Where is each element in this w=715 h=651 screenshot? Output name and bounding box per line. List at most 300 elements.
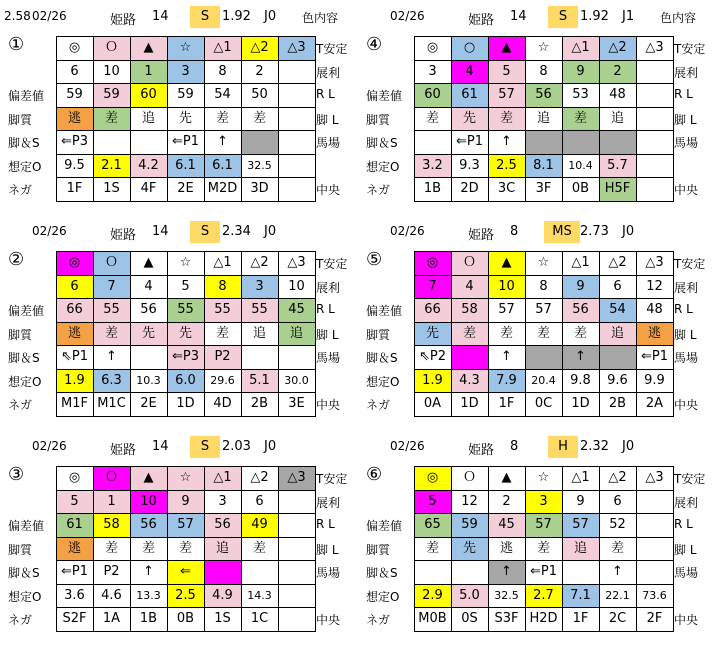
row-label-left: ネガ (366, 398, 391, 412)
grid-cell: 3 (204, 490, 241, 514)
grid-cell: 1F (56, 177, 93, 201)
row-label-right: 脚 L (316, 327, 339, 342)
grid-cell: 3.6 (56, 584, 93, 608)
grid-cell: ◎ (56, 36, 93, 60)
grid-cell: △1 (562, 36, 599, 60)
race-block (362, 436, 714, 651)
grid-cell: ▲ (488, 36, 525, 60)
grid-cell: 6 (599, 490, 636, 514)
row-label-right: T安定 (316, 472, 348, 486)
grid-cell: ⇐P1 (56, 560, 93, 584)
row-label-left: 脚＆S (8, 566, 40, 580)
grid-cell: △3 (636, 36, 673, 60)
grid-cell: ↑ (488, 345, 525, 369)
race-j-value: J0 (264, 439, 277, 454)
row-label-right: 中央 (316, 613, 341, 627)
grid-cell: 4 (451, 275, 488, 299)
row-label-left: 脚質 (8, 327, 33, 342)
grid-cell: 10 (130, 490, 167, 514)
grid-cell: △1 (562, 466, 599, 490)
row-label-left: 想定O (366, 374, 400, 389)
grid-cell: 9.3 (451, 154, 488, 178)
grid-cell: 57 (488, 298, 525, 322)
grid-cell: 2A (636, 392, 673, 416)
grid-cell: △2 (599, 466, 636, 490)
row-label-right: 中央 (674, 183, 699, 197)
grid-cell: 9 (562, 490, 599, 514)
grid-cell: △2 (599, 36, 636, 60)
grid-cell: 57 (488, 83, 525, 107)
grid-cell: 6 (599, 275, 636, 299)
row-label-right: R L (316, 517, 335, 531)
row-label-right: 中央 (316, 398, 341, 412)
grid-cell: 5 (167, 275, 204, 299)
row-label-right: 展利 (674, 65, 699, 80)
race-header (4, 221, 356, 243)
grid-cell: 1B (414, 177, 451, 201)
grid-cell: ☆ (167, 36, 204, 60)
grid-cell: 8 (525, 60, 562, 84)
race-score: 2.03 (222, 439, 251, 454)
grid-cell: 逃 (56, 322, 93, 346)
row-label-left: 偏差値 (8, 519, 45, 533)
race-j-value: J0 (622, 439, 635, 454)
race-score: 1.92 (580, 9, 609, 24)
row-label-left: 脚質 (8, 112, 33, 127)
grid-cell: 逃 (488, 537, 525, 561)
grid-cell: 2D (451, 177, 488, 201)
grid-frame (414, 251, 674, 417)
row-label-left: 脚＆S (366, 351, 398, 365)
grid-cell: 4 (130, 275, 167, 299)
grid-cell: 8 (204, 275, 241, 299)
grid-cell: 0B (562, 177, 599, 201)
grid-cell: Ｏ (451, 466, 488, 490)
grid-cell: 追 (130, 107, 167, 131)
grid-cell: 8 (525, 275, 562, 299)
grid-cell: 0A (414, 392, 451, 416)
grid-cell: △1 (562, 251, 599, 275)
race-header (362, 6, 714, 28)
grid-cell: 2 (599, 60, 636, 84)
grid-cell: ⇖P2 (414, 345, 451, 369)
grid-cell: 5 (56, 490, 93, 514)
grid-frame (56, 251, 316, 417)
row-label-right: T安定 (674, 257, 706, 271)
grid-cell: ▲ (130, 251, 167, 275)
race-count: 8 (510, 439, 519, 454)
grid-cell: ↑ (488, 130, 525, 154)
grid-cell: 8.1 (525, 154, 562, 178)
grid-cell: 3 (241, 275, 278, 299)
race-block (362, 221, 714, 436)
grid-cell: 6 (241, 490, 278, 514)
row-label-right: 馬場 (316, 136, 341, 150)
grid-cell: ⇖P1 (56, 345, 93, 369)
grid-cell: ▲ (488, 251, 525, 275)
color-legend-label: 色内容 (302, 11, 339, 25)
grid-cell: 9.6 (599, 369, 636, 393)
race-venue: 姫路 (468, 228, 495, 243)
grid-cell: ○ (451, 36, 488, 60)
grid-cell: 55 (167, 298, 204, 322)
grid-cell: 2.1 (93, 154, 130, 178)
grid-cell: Ｏ (93, 36, 130, 60)
grid-cell: 7 (414, 275, 451, 299)
grid-cell: 45 (488, 513, 525, 537)
grid-cell: 6 (56, 60, 93, 84)
grid-cell: 55 (93, 298, 130, 322)
row-label-right: 中央 (316, 183, 341, 197)
row-label-left: ネガ (366, 183, 391, 197)
row-label-right: 脚 L (316, 112, 339, 127)
row-label-right: 馬場 (674, 566, 699, 580)
grid-cell: 2 (488, 490, 525, 514)
row-label-right: 展利 (316, 65, 341, 80)
grid-cell: 57 (167, 513, 204, 537)
grid-cell: 1C (241, 607, 278, 631)
row-label-right: 展利 (316, 280, 341, 295)
grid-cell: 58 (93, 513, 130, 537)
grid-cell: 73.6 (636, 584, 673, 608)
grid-cell: P2 (204, 345, 241, 369)
race-date: 02/26 (390, 9, 425, 23)
grid-cell: 先 (414, 322, 451, 346)
grid-cell: ↑ (599, 560, 636, 584)
race-number: ④ (366, 34, 383, 55)
grid-cell: 3E (278, 392, 315, 416)
grid-cell: ⇐P1 (451, 130, 488, 154)
row-label-left: 想定O (366, 159, 400, 174)
grid-cell: 差 (204, 107, 241, 131)
grid-cell: 2.7 (525, 584, 562, 608)
grid-cell: P2 (93, 560, 130, 584)
grid-cell: 2E (130, 392, 167, 416)
grid-cell: 7 (93, 275, 130, 299)
grid-cell: 追 (204, 537, 241, 561)
race-date: 02/26 (32, 439, 67, 453)
grid-cell: ☆ (167, 251, 204, 275)
grid-cell: ↑ (130, 560, 167, 584)
grid-cell: 29.6 (204, 369, 241, 393)
grid-cell: 差 (525, 322, 562, 346)
grid-cell: 54 (599, 298, 636, 322)
grid-cell: 49 (241, 513, 278, 537)
race-score: 2.32 (580, 439, 609, 454)
grid-cell: 59 (451, 513, 488, 537)
grid-cell: M2D (204, 177, 241, 201)
race-header (4, 436, 356, 458)
race-grade-tag: S (548, 6, 578, 28)
grid-cell: 60 (130, 83, 167, 107)
grid-cell: ⇐P1 (525, 560, 562, 584)
grid-cell: 3.2 (414, 154, 451, 178)
grid-cell: 2.9 (414, 584, 451, 608)
grid-cell: 6.0 (167, 369, 204, 393)
row-label-right: 馬場 (674, 351, 699, 365)
grid-cell: ◎ (414, 36, 451, 60)
grid-cell: 先 (451, 107, 488, 131)
race-number: ② (8, 249, 25, 270)
grid-cell: 先 (130, 322, 167, 346)
race-block (4, 221, 356, 436)
grid-cell: 48 (599, 83, 636, 107)
grid-cell: M1C (93, 392, 130, 416)
grid-cell: ◎ (414, 466, 451, 490)
grid-cell: 32.5 (488, 584, 525, 608)
row-label-right: R L (674, 302, 693, 316)
race-number: ⑥ (366, 464, 383, 485)
grid-cell: 66 (414, 298, 451, 322)
grid-cell: 2B (241, 392, 278, 416)
grid-cell: 60 (414, 83, 451, 107)
grid-cell: ↑ (93, 345, 130, 369)
grid-cell: 45 (278, 298, 315, 322)
grid-cell: ☆ (525, 36, 562, 60)
race-date: 02/26 (32, 224, 67, 238)
row-label-left: ネガ (8, 398, 33, 412)
grid-cell: ☆ (525, 466, 562, 490)
grid-cell: 56 (130, 298, 167, 322)
grid-cell: 4.2 (130, 154, 167, 178)
grid-cell: 1S (204, 607, 241, 631)
row-label-right: R L (316, 87, 335, 101)
grid-cell: 66 (56, 298, 93, 322)
grid-cell: 55 (241, 298, 278, 322)
grid-cell: ⇐ (167, 560, 204, 584)
grid-cell: ◎ (56, 251, 93, 275)
grid-cell: S2F (56, 607, 93, 631)
grid-cell: 57 (562, 513, 599, 537)
grid-cell: 20.4 (525, 369, 562, 393)
row-label-left: 脚＆S (366, 136, 398, 150)
grid-cell: H5F (599, 177, 636, 201)
grid-cell: 3D (241, 177, 278, 201)
grid-cell: 先 (167, 107, 204, 131)
grid-cell: 追 (562, 537, 599, 561)
row-label-left: 脚＆S (8, 136, 40, 150)
grid-cell: 5.7 (599, 154, 636, 178)
race-date: 02/26 (390, 439, 425, 453)
row-label-right: 馬場 (316, 566, 341, 580)
race-venue: 姫路 (110, 13, 137, 28)
row-label-right: 展利 (674, 280, 699, 295)
race-grade-tag: MS (544, 221, 580, 243)
grid-cell: 6.1 (167, 154, 204, 178)
grid-cell: 差 (167, 537, 204, 561)
row-label-left: 脚質 (366, 112, 391, 127)
grid-cell: 追 (241, 322, 278, 346)
grid-cell: 56 (204, 513, 241, 537)
grid-cell: 1S (93, 177, 130, 201)
grid-cell: 0S (451, 607, 488, 631)
row-label-right: T安定 (674, 472, 706, 486)
grid-cell: ☆ (167, 466, 204, 490)
grid-cell: △2 (241, 466, 278, 490)
race-venue: 姫路 (468, 443, 495, 458)
row-label-right: 脚 L (674, 112, 697, 127)
grid-cell: 1B (130, 607, 167, 631)
grid-cell: S3F (488, 607, 525, 631)
row-label-right: T安定 (674, 42, 706, 56)
row-label-left: 偏差値 (366, 519, 403, 533)
race-number: ③ (8, 464, 25, 485)
grid-cell: 差 (525, 537, 562, 561)
grid-cell: 55 (204, 298, 241, 322)
grid-cell: 5 (488, 60, 525, 84)
race-count: 14 (510, 9, 527, 24)
grid-cell: 1 (130, 60, 167, 84)
grid-frame (414, 36, 674, 202)
grid-cell: ◎ (414, 251, 451, 275)
race-grade-tag: S (190, 221, 220, 243)
grid-cell: 50 (241, 83, 278, 107)
grid-cell: 65 (414, 513, 451, 537)
grid-cell: 12 (451, 490, 488, 514)
race-count: 14 (152, 224, 169, 239)
grid-cell: ↑ (488, 560, 525, 584)
row-label-left: 脚質 (8, 542, 33, 557)
row-label-right: 脚 L (316, 542, 339, 557)
grid-cell: 7.1 (562, 584, 599, 608)
grid-cell: 56 (130, 513, 167, 537)
race-count: 14 (152, 439, 169, 454)
grid-cell: 4F (130, 177, 167, 201)
grid-cell: 5.1 (241, 369, 278, 393)
grid-cell: Ｏ (451, 251, 488, 275)
grid-cell: 先 (451, 537, 488, 561)
grid-cell: 4.6 (93, 584, 130, 608)
grid-cell: 56 (525, 83, 562, 107)
race-grade-tag: S (190, 6, 220, 28)
row-label-right: 展利 (316, 495, 341, 510)
race-score: 2.73 (580, 224, 609, 239)
row-label-left: 脚＆S (366, 566, 398, 580)
grid-cell: 2B (599, 392, 636, 416)
grid-cell: 53 (562, 83, 599, 107)
grid-cell: 6.3 (93, 369, 130, 393)
grid-cell: 10 (488, 275, 525, 299)
grid-cell: 57 (525, 513, 562, 537)
row-label-left: 偏差値 (8, 89, 45, 103)
row-label-left: 脚質 (366, 327, 391, 342)
row-label-right: 脚 L (674, 327, 697, 342)
grid-cell: 6.1 (204, 154, 241, 178)
race-grade-tag: S (190, 436, 220, 458)
grid-cell: 9 (562, 60, 599, 84)
row-label-right: 脚 L (674, 542, 697, 557)
row-label-left: 想定O (8, 589, 42, 604)
grid-cell: 9.5 (56, 154, 93, 178)
grid-cell: Ｏ (93, 466, 130, 490)
grid-cell: 0C (525, 392, 562, 416)
row-label-left: 想定O (366, 589, 400, 604)
grid-cell: △3 (278, 466, 315, 490)
grid-cell: 差 (562, 322, 599, 346)
grid-cell: 1.9 (414, 369, 451, 393)
grid-cell: 3 (414, 60, 451, 84)
grid-cell: 差 (93, 537, 130, 561)
race-header (362, 221, 714, 243)
race-j-value: J0 (622, 224, 635, 239)
grid-cell: 3 (167, 60, 204, 84)
grid-cell: 差 (414, 107, 451, 131)
grid-cell: △2 (241, 251, 278, 275)
grid-cell: 追 (599, 107, 636, 131)
grid-cell: 48 (636, 298, 673, 322)
grid-cell: 9 (167, 490, 204, 514)
grid-cell: 1D (562, 392, 599, 416)
grid-cell: 1F (488, 392, 525, 416)
grid-cell: 10.4 (562, 154, 599, 178)
row-label-left: 偏差値 (366, 304, 403, 318)
grid-frame (414, 466, 674, 632)
row-label-right: 中央 (674, 398, 699, 412)
grid-cell: △3 (278, 36, 315, 60)
grid-cell: △1 (204, 251, 241, 275)
grid-cell: ◎ (56, 466, 93, 490)
grid-cell: 2F (636, 607, 673, 631)
grid-cell: 32.5 (241, 154, 278, 178)
row-label-left: 脚＆S (8, 351, 40, 365)
grid-cell: H2D (525, 607, 562, 631)
grid-cell: 1.9 (56, 369, 93, 393)
grid-cell: Ｏ (93, 251, 130, 275)
grid-cell: 59 (93, 83, 130, 107)
grid-cell: 差 (93, 107, 130, 131)
grid-cell: 52 (599, 513, 636, 537)
grid-cell: 4D (204, 392, 241, 416)
grid-cell: ⇐P3 (167, 345, 204, 369)
race-count: 8 (510, 224, 519, 239)
row-label-right: T安定 (316, 42, 348, 56)
grid-cell: ▲ (130, 36, 167, 60)
grid-cell: 59 (56, 83, 93, 107)
grid-cell: 1D (451, 392, 488, 416)
race-venue: 姫路 (110, 443, 137, 458)
row-label-right: R L (674, 517, 693, 531)
grid-cell: 2.5 (488, 154, 525, 178)
row-label-right: R L (316, 302, 335, 316)
race-corner-value: 2.58 (4, 9, 31, 23)
grid-cell: 追 (278, 322, 315, 346)
grid-cell: ⇐P3 (56, 130, 93, 154)
grid-cell: 2 (241, 60, 278, 84)
grid-cell: 4 (451, 60, 488, 84)
grid-cell: 差 (130, 537, 167, 561)
grid-cell: 2E (167, 177, 204, 201)
race-venue: 姫路 (468, 13, 495, 28)
grid-cell: 2C (599, 607, 636, 631)
grid-cell: 逃 (636, 322, 673, 346)
grid-cell: 8 (204, 60, 241, 84)
grid-cell: ↑ (562, 345, 599, 369)
grid-cell: ↑ (204, 130, 241, 154)
grid-cell: 4.3 (451, 369, 488, 393)
race-j-value: J0 (264, 224, 277, 239)
row-label-left: ネガ (8, 613, 33, 627)
race-date: 02/26 (32, 9, 67, 23)
grid-cell: ▲ (130, 466, 167, 490)
grid-cell: 1F (562, 607, 599, 631)
grid-cell: 差 (488, 322, 525, 346)
race-score: 1.92 (222, 9, 251, 24)
grid-cell: ⇐P1 (167, 130, 204, 154)
grid-cell: 0B (167, 607, 204, 631)
grid-cell: 5 (414, 490, 451, 514)
row-label-left: 脚質 (366, 542, 391, 557)
grid-cell: 差 (241, 537, 278, 561)
